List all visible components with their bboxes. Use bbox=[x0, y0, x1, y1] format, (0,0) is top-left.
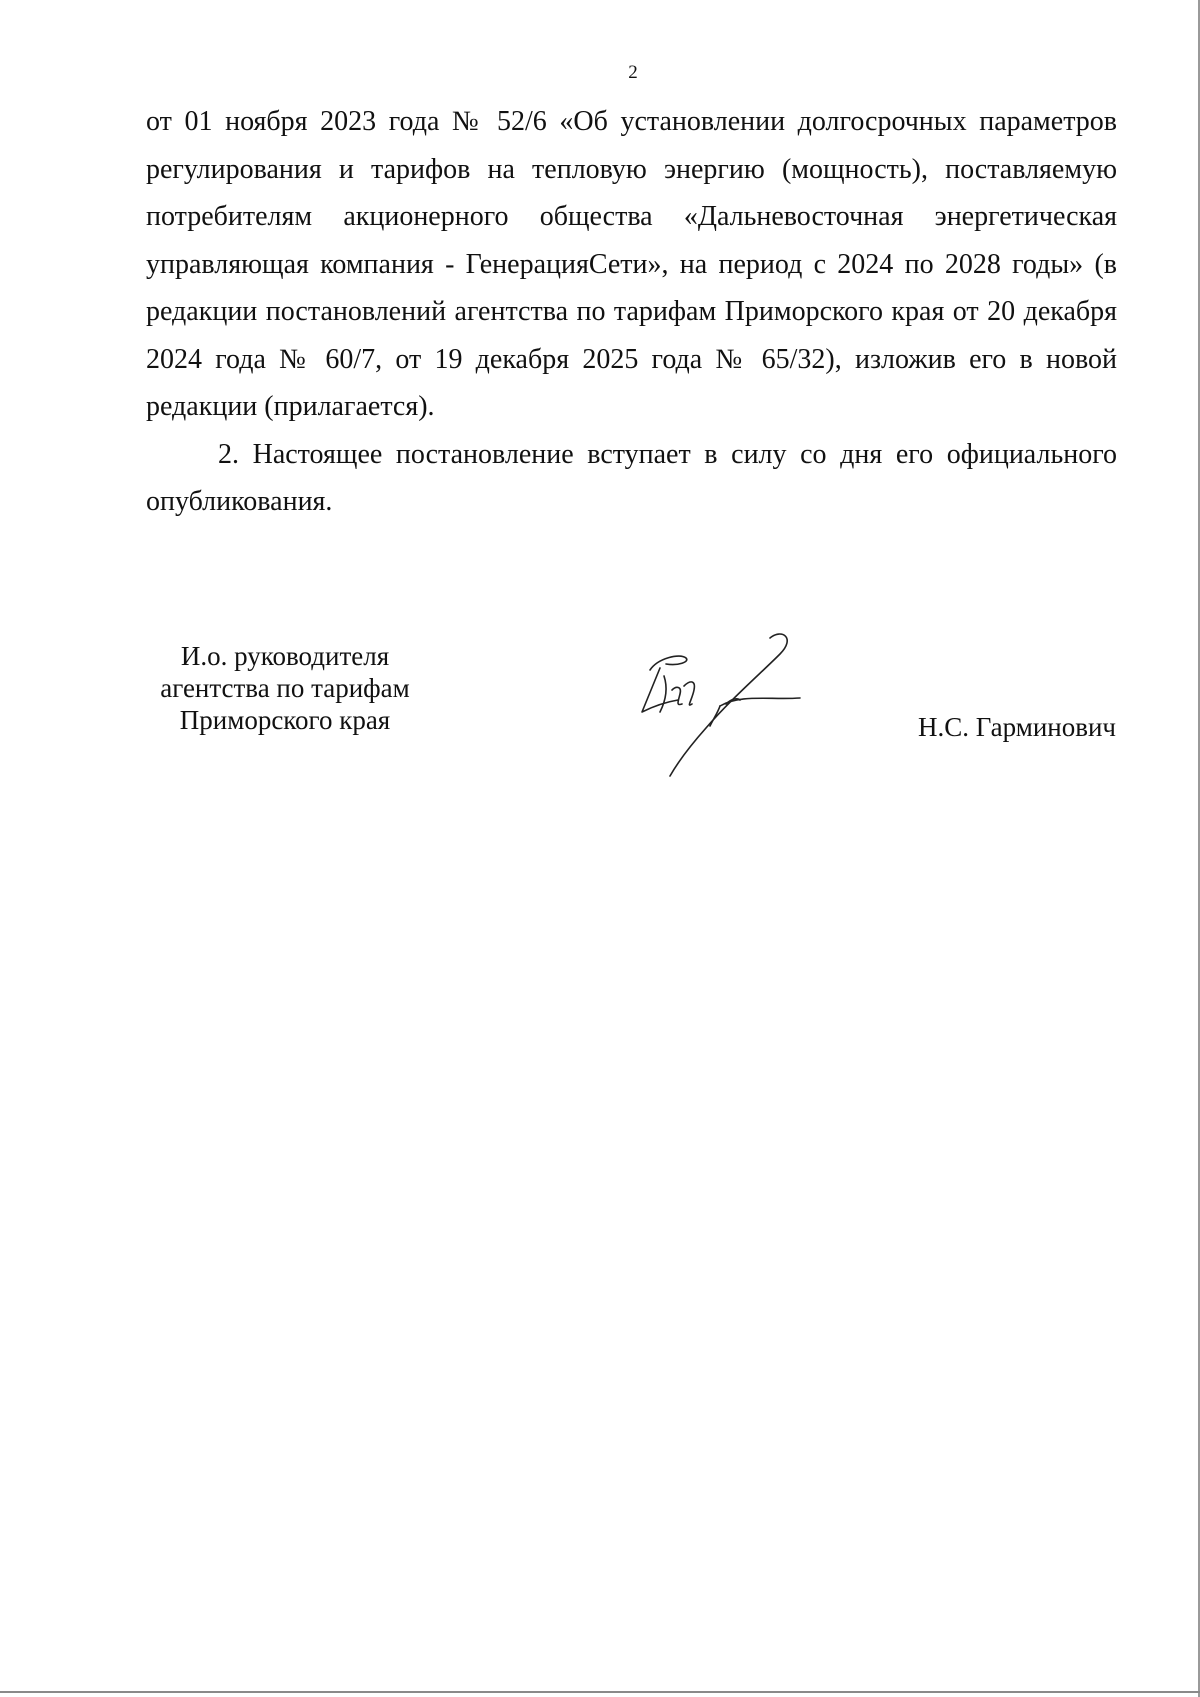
document-body bbox=[146, 98, 1117, 526]
signer-name: Н.С. Гарминович bbox=[917, 712, 1116, 742]
handwritten-signature-icon bbox=[620, 628, 820, 778]
signatory-position-line-1: И.о. руководителя bbox=[180, 641, 390, 671]
body-paragraph-1: от 01 ноября 2023 года № 52/6 «Об установлении долгосрочных параметров регулирования и тарифов на тепловую энергию (мощность), поставляемую потребителям акционерного общества «Дальневосточная энергетическая управляющая компания - ГенерацияСети», на период с 2024 по 2028 годы» (в редакции постановлений агентства по тарифам Приморского края от 20 декабря 2024 года № 60/7, от 19 декабря 2025 года № 65/32), изложив его в новой редакции (прилагается). bbox=[146, 106, 1117, 422]
signatory-position-line-3: Приморского края bbox=[179, 705, 391, 735]
page-number: 2 bbox=[628, 62, 638, 83]
signatory-position-line-2: агентства по тарифам bbox=[160, 673, 410, 703]
page-bottom-edge bbox=[0, 1691, 1200, 1693]
body-paragraph-2: 2. Настоящее постановление вступает в силу со дня его официального опубликования. bbox=[146, 438, 1117, 517]
signatory-position bbox=[140, 640, 430, 736]
